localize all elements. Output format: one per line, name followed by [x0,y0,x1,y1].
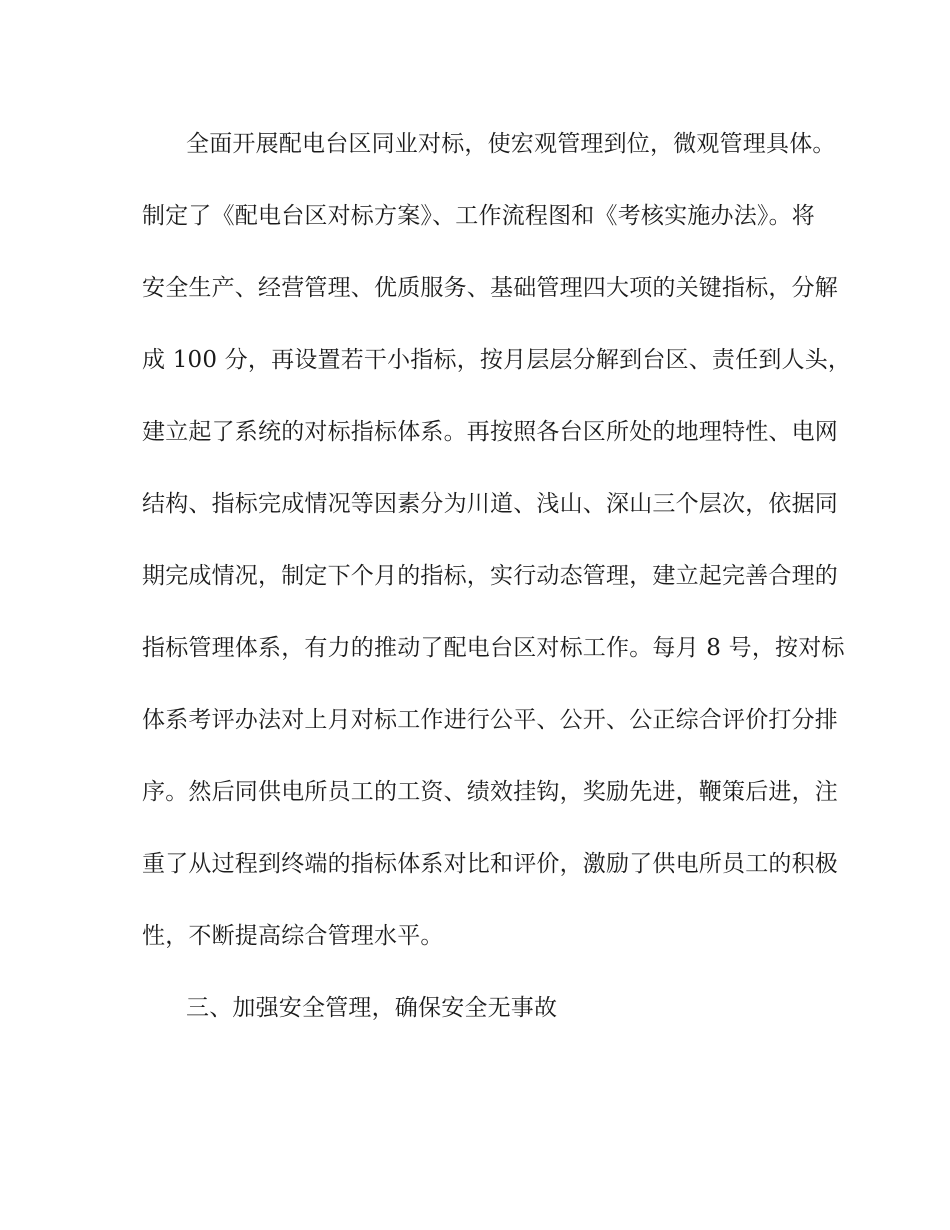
paragraph-line-6: 结构、指标完成情况等因素分为川道、浅山、深山三个层次，依据同 [142,491,838,517]
paragraph-line-8: 指标管理体系，有力的推动了配电台区对标工作。每月 8 号，按对标 [142,635,845,661]
paragraph-line-5: 建立起了系统的对标指标体系。再按照各台区所处的地理特性、电网 [142,419,838,445]
paragraph-line-11: 重了从过程到终端的指标体系对比和评价，激励了供电所员工的积极 [142,851,838,877]
paragraph-line-2: 制定了《配电台区对标方案》、工作流程图和《考核实施办法》。将 [142,203,815,229]
paragraph-line-1: 全面开展配电台区同业对标，使宏观管理到位，微观管理具体。 [186,131,836,157]
paragraph-line-10: 序。然后同供电所员工的工资、绩效挂钩，奖励先进，鞭策后进，注 [142,779,838,805]
paragraph-line-3: 安全生产、经营管理、优质服务、基础管理四大项的关键指标，分解 [142,275,838,301]
paragraph-line-12: 性，不断提高综合管理水平。 [142,923,444,949]
body-text [142,118,852,1054]
paragraph-line-9: 体系考评办法对上月对标工作进行公平、公开、公正综合评价打分排 [142,707,838,733]
paragraph-line-4: 成 100 分，再设置若干小指标，按月层层分解到台区、责任到人头， [142,347,852,373]
section-heading: 三、加强安全管理，确保安全无事故 [186,995,558,1021]
paragraph-line-7: 期完成情况，制定下个月的指标，实行动态管理，建立起完善合理的 [142,563,838,589]
